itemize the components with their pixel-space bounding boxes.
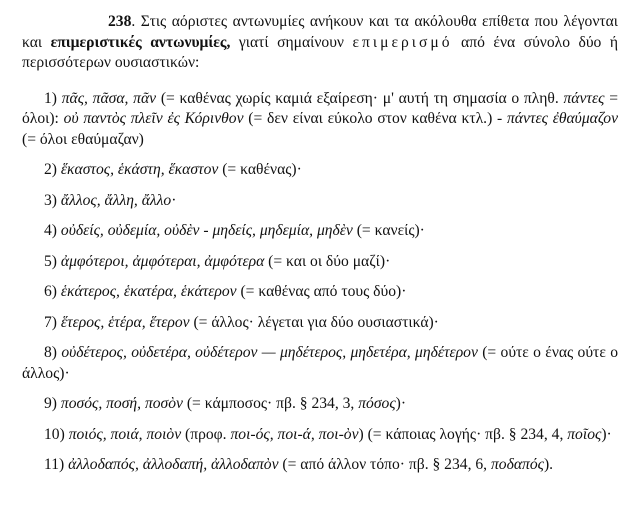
item-number: 7) [44,313,61,331]
intro-text: γιατί σημαίνουν [230,33,353,51]
gloss: · [171,191,177,209]
greek-word: ποδαπός [490,456,544,473]
gloss: (= καθένας από τους δύο)· [236,283,407,300]
greek-word: πόσος [358,395,396,412]
list-item-4 [22,221,618,242]
gloss: (= και οι δύο μαζί)· [264,252,391,270]
gloss: ). [543,456,554,473]
greek-word: ποῖος [567,425,602,443]
greek-word: πάντες [563,89,605,107]
greek-forms: ἑκάτερος, ἑκατέρα, ἑκάτερον [60,283,237,300]
section-number: 238 [108,13,132,30]
greek-forms: ποσός, ποσή, ποσὸν [60,395,183,412]
list-item-11 [22,455,618,476]
greek-forms: ἄλλος, ἄλλη, ἄλλο [60,191,172,209]
greek-forms: ποιός, ποιά, ποιὸν [68,425,182,443]
item-number: 9) [44,395,61,412]
item-number: 6) [44,283,61,300]
greek-forms: ἕτερος, ἑτέρα, ἕτερον [60,313,190,331]
gloss: = όλοι): [22,89,618,127]
item-number: 11) [44,456,69,473]
list-item-6 [22,282,618,303]
item-number: 8) [44,344,62,361]
item-number: 4) [44,222,61,239]
gloss: (= δεν είναι εύκολο στον καθένα κτλ.) - [243,110,507,127]
intro-text: . Στις αόριστες αντωνυμίες ανήκουν και τα ακόλουθα επίθετα που λέγονται και [22,13,618,51]
gloss: (= όλοι εθαύμαζαν) [22,130,144,148]
item-number: 5) [44,252,61,270]
item-number: 10) [44,425,69,443]
greek-forms: πᾶς, πᾶσα, πᾶν [61,89,157,107]
list-item-9 [22,394,618,415]
list-item-3 [22,191,618,212]
gloss: )· [601,425,612,443]
gloss: (= από άλλον τόπο· πβ. § 234, 6, [278,456,491,473]
gloss: (= καθένας)· [218,161,302,178]
greek-forms: ἕκαστος, ἑκάστη, ἕκαστον [60,161,219,178]
intro-paragraph [22,12,618,74]
item-number: 3) [44,191,61,209]
greek-forms: ἀλλοδαπός, ἀλλοδαπή, ἀλλοδαπὸν [68,456,279,473]
gloss: )· [395,395,407,412]
list-item-5 [22,252,618,273]
greek-word: ποι-ός, ποι-ά, ποι-ὸν [230,425,359,443]
gloss: (= καθένας χωρίς καμιά εξαίρεση· μ' αυτή τη σημασία ο πληθ. [156,89,564,107]
list-item-1 [22,89,618,151]
gloss: (προφ. [181,425,231,443]
term-bold: επιμεριστικές αντωνυμίες, [50,33,231,51]
intro-text: από ένα σύνολο δύο ή περισσότερων ουσιαστικών: [22,33,619,71]
list-item-10 [22,425,618,446]
item-number: 1) [44,89,62,107]
list-item-7 [22,313,618,334]
greek-example: πάντες ἐθαύμαζον [506,110,618,127]
greek-example: οὐ παντὸς πλεῖν ἐς Κόρινθον [63,110,244,127]
gloss: ) (= κάποιας λογής· πβ. § 234, 4, [358,425,568,443]
greek-forms: οὐδέτερος, οὐδετέρα, οὐδέτερον — μηδέτερος, μηδετέρα, μηδέτερον [61,344,478,361]
gloss: (= κανείς)· [352,222,425,239]
list-item-2 [22,160,618,181]
gloss: (= άλλος· λέγεται για δύο ουσιαστικά)· [189,313,439,331]
term-spaced: επιμερισμό [352,33,453,51]
list-item-8 [22,343,618,384]
greek-forms: οὐδείς, οὐδεμία, οὐδὲν - μηδείς, μηδεμία, μηδὲν [60,222,353,239]
gloss: (= ούτε ο ένας ούτε ο άλλος)· [22,344,618,382]
greek-forms: ἀμφότεροι, ἀμφότεραι, ἀμφότερα [60,252,265,270]
gloss: (= κάμποσος· πβ. § 234, 3, [182,395,359,412]
item-number: 2) [44,161,61,178]
